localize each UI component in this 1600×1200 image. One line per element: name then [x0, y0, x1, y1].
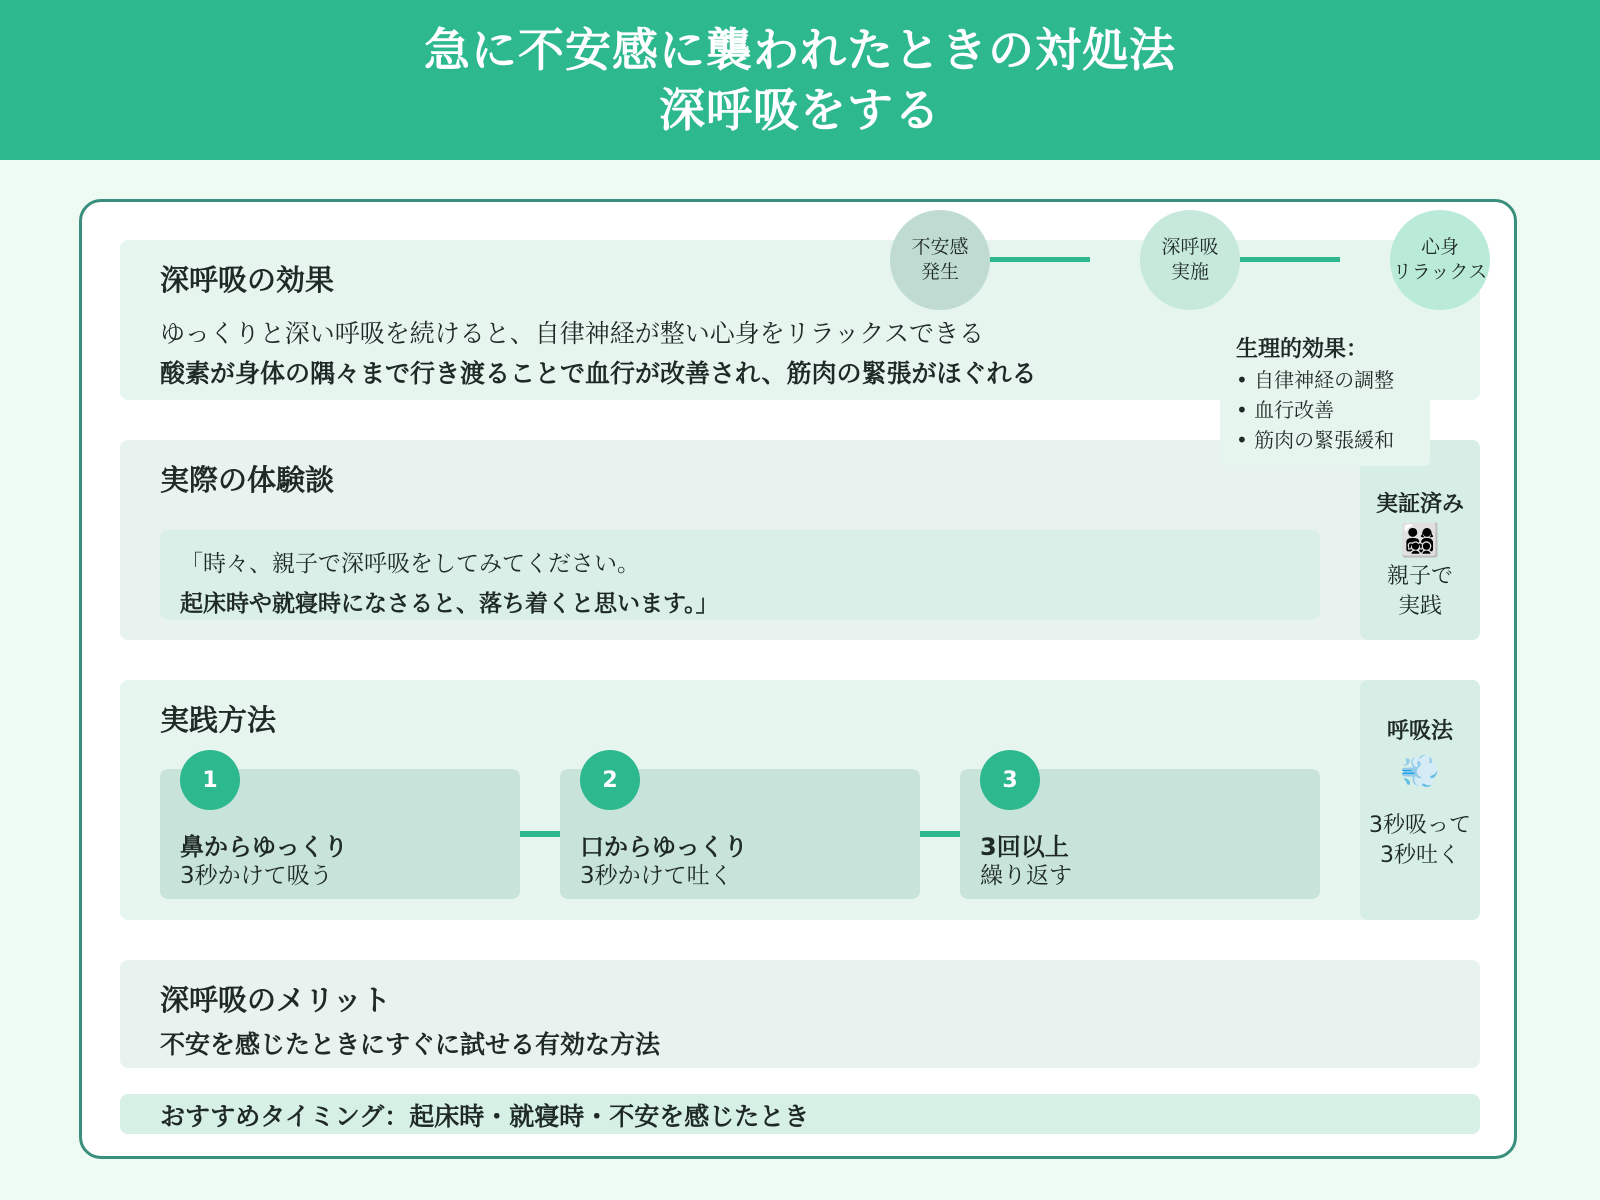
step-title: 口からゆっくり [580, 833, 748, 861]
verified-badge [1360, 440, 1480, 640]
flow-step-label-line2: 発生 [920, 261, 959, 283]
breathing-line2: 3秒吐く [1380, 843, 1460, 868]
quote-line1: 「時々、親子で深呼吸をしてみてください。 [180, 551, 640, 577]
flow-step-label-line2: リラックス [1392, 261, 1488, 283]
merit-text: 不安を感じたときにすぐに試せる有効な方法 [160, 1030, 661, 1059]
step-number-badge: 3 [980, 750, 1040, 810]
step-title: 3回以上 [980, 833, 1069, 861]
effect-line1: ゆっくりと深い呼吸を続けると、自律神経が整い心身をリラックスできる [160, 319, 985, 348]
flow-step-breathing [1140, 210, 1240, 310]
step-number-badge: 1 [180, 750, 240, 810]
breathing-method-badge [1360, 680, 1480, 920]
effect-line2: 酸素が身体の隅々まで行き渡ることで血行が改善され、筋肉の緊張がほぐれる [160, 359, 1037, 388]
step-description: 3秒かけて吸う [180, 863, 333, 889]
flow-step-label-line1: 心身 [1420, 236, 1459, 258]
dash-icon: 💨 [1400, 752, 1440, 790]
page-title-line2: 深呼吸をする [659, 83, 941, 137]
physiology-box [1220, 323, 1430, 466]
step-connector-2 [920, 831, 960, 837]
flow-step-label-line2: 実施 [1170, 261, 1209, 283]
flow-connector-2 [1240, 257, 1340, 262]
page-title-line1: 急に不安感に襲われたときの対処法 [424, 23, 1176, 77]
method-step-3 [960, 769, 1320, 899]
method-step-1 [160, 769, 520, 899]
breathing-line1: 3秒吸って [1369, 813, 1471, 838]
experience-title: 実際の体験談 [160, 463, 335, 497]
flow-step-label-line1: 深呼吸 [1161, 236, 1219, 258]
flow-step-label-line1: 不安感 [911, 236, 969, 258]
timing-text: おすすめタイミング：起床時・就寝時・不安を感じたとき [160, 1102, 810, 1131]
flow-step-relax [1390, 210, 1490, 310]
method-step-2 [560, 769, 920, 899]
step-description: 3秒かけて吐く [580, 863, 733, 889]
step-connector-1 [520, 831, 560, 837]
physiology-title: 生理的効果： [1236, 337, 1369, 362]
physiology-item: • 筋肉の緊張緩和 [1236, 428, 1395, 452]
verified-title: 実証済み [1375, 492, 1464, 517]
method-title: 実践方法 [160, 703, 277, 737]
verified-line1: 親子で [1386, 564, 1453, 589]
step-title: 鼻からゆっくり [180, 833, 348, 861]
quote-line2: 起床時や就寝時になさると、落ち着くと思います。」 [180, 591, 719, 617]
physiology-item: • 自律神経の調整 [1236, 368, 1395, 392]
step-description: 繰り返す [980, 863, 1072, 889]
effect-title: 深呼吸の効果 [160, 263, 335, 297]
flow-step-anxiety [890, 210, 990, 310]
physiology-item: • 血行改善 [1236, 398, 1335, 422]
step-number-badge: 2 [580, 750, 640, 810]
verified-line2: 実践 [1397, 594, 1442, 619]
merit-title: 深呼吸のメリット [160, 983, 391, 1017]
family-icon: 👨‍👩‍👧‍👦 [1400, 521, 1440, 559]
breathing-title: 呼吸法 [1386, 719, 1453, 744]
experience-quote [160, 530, 1320, 620]
flow-connector-1 [990, 257, 1090, 262]
page-header [0, 0, 1600, 160]
